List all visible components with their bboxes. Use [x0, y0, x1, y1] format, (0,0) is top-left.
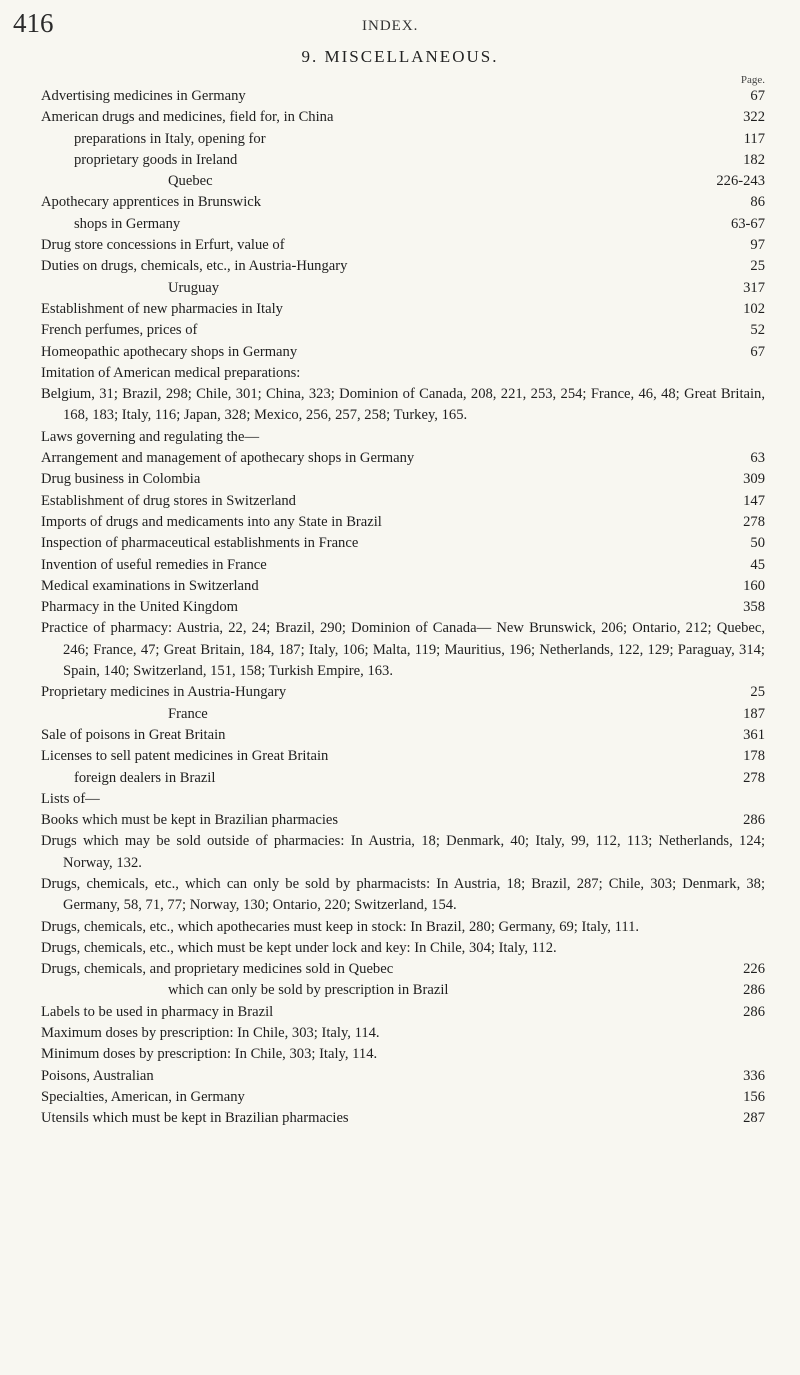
index-entry: [41, 768, 765, 789]
entry-page: 102: [743, 300, 765, 317]
dot-leader: [300, 344, 747, 356]
entry-page: 182: [743, 151, 765, 168]
entry-text: Quebec: [168, 173, 213, 190]
index-entry: [41, 1066, 765, 1087]
index-entry-list: Minimum doses by prescription: In Chile, 303; Italy, 114.: [41, 1046, 378, 1063]
entry-page: 286: [743, 1003, 765, 1020]
entry-text: Apothecary apprentices in Brunswick: [41, 194, 262, 211]
index-entry: [41, 129, 765, 150]
entry-text: Imports of drugs and medicaments into any State in Brazil: [41, 513, 382, 530]
entry-page: 67: [750, 343, 765, 360]
dot-leader: [211, 706, 740, 718]
dot-leader: [270, 557, 748, 569]
entry-text: Licenses to sell patent medicines in Great Britain: [41, 748, 329, 765]
index-entries: [41, 86, 765, 1130]
dot-leader: [331, 748, 740, 760]
dot-leader: [218, 770, 740, 782]
entry-text: Homeopathic apothecary shops in Germany: [41, 343, 298, 360]
index-entry: [41, 512, 765, 533]
entry-page: 361: [743, 726, 765, 743]
entry-page: 67: [750, 88, 765, 104]
entry-page: 160: [743, 577, 765, 594]
index-entry: [41, 1087, 765, 1108]
index-entry-list: Maximum doses by prescription: In Chile, 303; Italy, 114.: [41, 1025, 380, 1042]
dot-leader: [183, 216, 728, 228]
dot-leader: [350, 258, 747, 270]
entry-text: Inspection of pharmaceutical establishments in France: [41, 535, 359, 552]
index-entry: [41, 192, 765, 213]
entry-page: 156: [743, 1088, 765, 1105]
entry-page: 278: [743, 513, 765, 530]
index-entry-list: Practice of pharmacy: Austria, 22, 24; Brazil, 290; Dominion of Canada— New Brunswick, 206; Ontario, 212; Quebec, 246; France, 47; Great Britain, 184, 187; Italy, 106; Malta, 119; Mauritius, 196; Netherlands, 122, 129; Paraguay, 314; Spain, 140; Switzerland, 151, 158; Turkish Empire, 163.: [41, 620, 765, 680]
dot-leader: [249, 88, 748, 100]
index-entry: [41, 682, 765, 703]
page-column-heading: Page.: [740, 74, 765, 86]
dot-leader: [451, 982, 740, 994]
index-entry: [41, 576, 765, 597]
entry-text: Pharmacy in the United Kingdom: [41, 599, 238, 616]
index-entry-list: Drugs, chemicals, etc., which must be kept under lock and key: In Chile, 304; Italy, 112.: [41, 939, 557, 956]
index-entry: [41, 597, 765, 618]
index-entry: [41, 150, 765, 171]
entry-text: Utensils which must be kept in Brazilian pharmacies: [41, 1110, 349, 1127]
entry-text: Drug business in Colombia: [41, 471, 201, 488]
entry-text: Medical examinations in Switzerland: [41, 577, 259, 594]
entry-page: 358: [743, 599, 765, 616]
entry-text: Uruguay: [168, 279, 220, 296]
entry-text: shops in Germany: [74, 215, 181, 232]
dot-leader: [417, 450, 747, 462]
index-entry: [41, 214, 765, 235]
dot-leader: [248, 1089, 740, 1101]
dot-leader: [336, 109, 740, 121]
index-entry: [41, 1108, 765, 1129]
entry-text: Drug store concessions in Erfurt, value of: [41, 237, 285, 254]
entry-page: 286: [743, 982, 765, 999]
entry-text: which can only be sold by prescription in Brazil: [168, 982, 449, 999]
index-entry: [41, 107, 765, 128]
dot-leader: [288, 237, 748, 249]
index-entry: [41, 320, 765, 341]
entry-page: 45: [750, 556, 765, 573]
dot-leader: [286, 301, 740, 313]
dot-leader: [341, 812, 740, 824]
index-entry: [41, 725, 765, 746]
dot-leader: [240, 152, 740, 164]
dot-leader: [200, 322, 747, 334]
index-subheading: Imitation of American medical preparations:: [41, 364, 301, 381]
index-entry: [41, 299, 765, 320]
entry-text: foreign dealers in Brazil: [74, 769, 216, 786]
entry-text: Advertising medicines in Germany: [41, 88, 246, 104]
index-entry: [41, 171, 765, 192]
entry-text: Invention of useful remedies in France: [41, 556, 267, 573]
dot-leader: [396, 961, 740, 973]
entry-text: Proprietary medicines in Austria-Hungary: [41, 684, 287, 701]
index-entry: [41, 1002, 765, 1023]
dot-leader: [228, 727, 740, 739]
entry-page: 63: [750, 450, 765, 467]
index-entry-list: Drugs, chemicals, etc., which can only be sold by pharmacists: In Austria, 18; Brazil, 287; Chile, 303; Denmark, 38; Germany, 58, 71, 77; Norway, 130; Ontario, 220; Switzerland, 154.: [41, 875, 765, 914]
entry-page: 226-243: [716, 173, 765, 190]
entry-text: Establishment of new pharmacies in Italy: [41, 300, 283, 317]
index-subheading: Laws governing and regulating the—: [41, 428, 260, 445]
index-entry: [41, 810, 765, 831]
index-entry: [41, 448, 765, 469]
entry-page: 317: [743, 279, 765, 296]
entry-page: 147: [743, 492, 765, 509]
index-subheading: Lists of—: [41, 790, 100, 807]
entry-text: American drugs and medicines, field for, in China: [41, 109, 334, 126]
dot-leader: [222, 280, 740, 292]
index-entry: [41, 278, 765, 299]
entry-page: 286: [743, 812, 765, 829]
index-entry-list: Drugs, chemicals, etc., which apothecaries must keep in stock: In Brazil, 280; Germany, 69; Italy, 111.: [41, 918, 640, 935]
index-entry-list: Belgium, 31; Brazil, 298; Chile, 301; China, 323; Dominion of Canada, 208, 221, 253, 254; France, 46, 48; Great Britain, 168, 183; Italy, 116; Japan, 328; Mexico, 256, 257, 258; Turkey, 165.: [41, 386, 765, 424]
entry-page: 25: [750, 258, 765, 275]
entry-text: Poisons, Australian: [41, 1067, 154, 1084]
entry-page: 25: [750, 684, 765, 701]
entry-text: Establishment of drug stores in Switzerland: [41, 492, 296, 509]
index-entry: [41, 533, 765, 554]
page-number: 416: [13, 8, 54, 38]
entry-page: 63-67: [730, 215, 765, 232]
entry-page: 322: [743, 109, 765, 126]
entry-text: French perfumes, prices of: [41, 322, 198, 339]
index-entry: [41, 235, 765, 256]
entry-page: 50: [750, 535, 765, 552]
entry-page: 287: [743, 1110, 765, 1127]
entry-page: 278: [743, 769, 765, 786]
dot-leader: [262, 578, 740, 590]
dot-leader: [241, 599, 740, 611]
entry-text: preparations in Italy, opening for: [74, 130, 266, 147]
dot-leader: [264, 194, 747, 206]
entry-text: Sale of poisons in Great Britain: [41, 726, 226, 743]
entry-page: 309: [743, 471, 765, 488]
entry-text: Arrangement and management of apothecary shops in Germany: [41, 450, 415, 467]
dot-leader: [352, 1110, 741, 1122]
index-entry: [41, 342, 765, 363]
index-entry: [41, 980, 765, 1001]
entry-page: 178: [743, 748, 765, 765]
entry-page: 226: [743, 961, 765, 978]
dot-leader: [157, 1068, 740, 1080]
index-entry: [41, 86, 765, 107]
index-entry: [41, 491, 765, 512]
dot-leader: [203, 471, 740, 483]
dot-leader: [276, 1004, 740, 1016]
entry-page: 52: [750, 322, 765, 339]
entry-text: proprietary goods in Ireland: [74, 151, 238, 168]
index-entry: [41, 256, 765, 277]
dot-leader: [299, 493, 740, 505]
entry-text: France: [168, 705, 208, 722]
entry-text: Labels to be used in pharmacy in Brazil: [41, 1003, 274, 1020]
section-title: 9. MISCELLANEOUS.: [301, 47, 499, 66]
entry-text: Drugs, chemicals, and proprietary medicines sold in Quebec: [41, 961, 394, 978]
index-entry: [41, 469, 765, 490]
index-entry: [41, 555, 765, 576]
index-entry: [41, 746, 765, 767]
dot-leader: [289, 684, 747, 696]
entry-page: 86: [750, 194, 765, 211]
dot-leader: [216, 173, 714, 185]
dot-leader: [361, 535, 747, 547]
entry-page: 117: [743, 130, 765, 147]
index-entry: [41, 704, 765, 725]
dot-leader: [385, 514, 740, 526]
dot-leader: [269, 131, 741, 143]
entry-text: Books which must be kept in Brazilian pharmacies: [41, 812, 339, 829]
index-entry-list: Drugs which may be sold outside of pharmacies: In Austria, 18; Denmark, 40; Italy, 99, 112, 113; Netherlands, 124; Norway, 132.: [41, 833, 765, 871]
entry-page: 336: [743, 1067, 765, 1084]
entry-page: 187: [743, 705, 765, 722]
entry-text: Duties on drugs, chemicals, etc., in Austria-Hungary: [41, 258, 348, 275]
index-entry: [41, 959, 765, 980]
entry-page: 97: [750, 237, 765, 254]
entry-text: Specialties, American, in Germany: [41, 1088, 245, 1105]
running-head: INDEX.: [362, 18, 419, 34]
